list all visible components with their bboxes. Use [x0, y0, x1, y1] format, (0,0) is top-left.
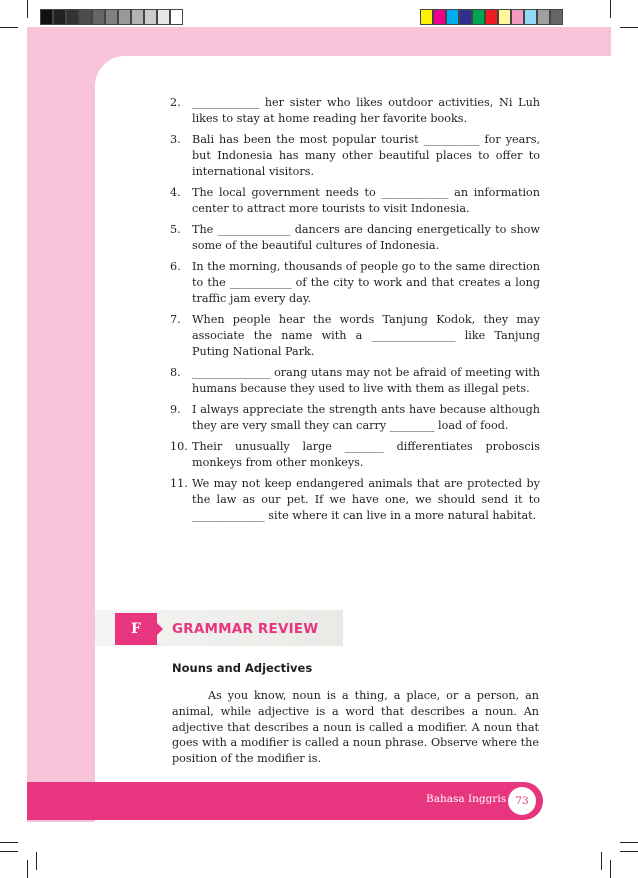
question-text: We may not keep endangered animals that are protected by the law as our pet. If we have one, we should send it to _____________ site where it can live in a more natural habitat. — [192, 477, 540, 522]
question-text: The _____________ dancers are dancing energetically to show some of the beautiful cultures of Indonesia. — [192, 223, 540, 252]
color-swatch — [446, 9, 459, 25]
question-number: 10. — [170, 440, 188, 454]
crop-mark — [27, 860, 28, 878]
process-color-bar — [420, 9, 563, 25]
crop-mark — [610, 860, 611, 878]
question-text: I always appreciate the strength ants have because although they are very small they can carry ________ load of food. — [192, 403, 540, 432]
color-swatch — [485, 9, 498, 25]
question-number: 6. — [170, 260, 181, 274]
exercise-content — [170, 95, 540, 529]
color-swatch — [511, 9, 524, 25]
question-item — [170, 312, 540, 359]
question-number: 7. — [170, 313, 181, 327]
question-list — [170, 95, 540, 524]
crop-mark — [601, 852, 602, 870]
color-swatch — [498, 9, 511, 25]
question-item — [170, 95, 540, 127]
color-swatch — [170, 9, 183, 25]
color-swatch — [524, 9, 537, 25]
question-text: When people hear the words Tanjung Kodok, they may associate the name with a _______________ like Tanjung Puting National Park. — [192, 313, 540, 358]
footer-book-title: Bahasa Inggris — [426, 793, 507, 805]
color-swatch — [53, 9, 66, 25]
page-number: 73 — [508, 787, 536, 815]
section-title: GRAMMAR REVIEW — [172, 621, 319, 637]
color-swatch — [92, 9, 105, 25]
question-number: 5. — [170, 223, 181, 237]
section-arrow-icon — [157, 623, 163, 635]
question-number: 8. — [170, 365, 181, 379]
crop-mark — [620, 851, 638, 852]
color-swatch — [537, 9, 550, 25]
question-text: In the morning, thousands of people go to the same direction to the ___________ of the city to work and that creates a long traffic jam every day. — [192, 260, 540, 305]
section-letter: F — [115, 613, 157, 645]
color-swatch — [459, 9, 472, 25]
crop-mark — [620, 27, 638, 28]
question-number: 9. — [170, 403, 181, 417]
question-item — [170, 132, 540, 179]
question-number: 4. — [170, 185, 181, 199]
question-item — [170, 402, 540, 434]
question-item — [170, 439, 540, 471]
color-swatch — [131, 9, 144, 25]
color-swatch — [105, 9, 118, 25]
subheading: Nouns and Adjectives — [172, 661, 313, 675]
question-item — [170, 185, 540, 217]
question-number: 3. — [170, 133, 181, 147]
color-swatch — [433, 9, 446, 25]
question-text: ______________ orang utans may not be afraid of meeting with humans because they used to live with them as illegal pets. — [192, 365, 540, 395]
crop-mark — [0, 27, 18, 28]
crop-mark — [0, 851, 18, 852]
color-swatch — [157, 9, 170, 25]
color-swatch — [66, 9, 79, 25]
color-swatch — [144, 9, 157, 25]
question-item — [170, 222, 540, 254]
color-swatch — [40, 9, 53, 25]
question-number: 2. — [170, 96, 181, 109]
question-text: ____________ her sister who likes outdoor activities, Ni Luh likes to stay at home reading her favorite books. — [192, 96, 540, 125]
color-swatch — [79, 9, 92, 25]
question-text: Their unusually large _______ differentiates proboscis monkeys from other monkeys. — [192, 440, 540, 469]
crop-mark — [27, 0, 28, 18]
color-swatch — [472, 9, 485, 25]
crop-mark — [0, 842, 18, 843]
body-paragraph: As you know, noun is a thing, a place, or a person, an animal, while adjective is a word that describes a noun. An adjective that describes a noun is called a modifier. A noun that goes with a modifier is called a noun phrase. Observe where the position of the modifier is. — [172, 689, 539, 766]
crop-mark — [36, 852, 37, 870]
color-swatch — [550, 9, 563, 25]
question-item — [170, 259, 540, 306]
grayscale-color-bar — [40, 9, 183, 25]
question-text: The local government needs to ____________ an information center to attract more tourists to visit Indonesia. — [192, 185, 540, 215]
question-number: 11. — [170, 477, 188, 491]
color-swatch — [420, 9, 433, 25]
question-item — [170, 476, 540, 523]
color-swatch — [118, 9, 131, 25]
question-item — [170, 365, 540, 397]
crop-mark — [620, 842, 638, 843]
question-text: Bali has been the most popular tourist __________ for years, but Indonesia has many other beautiful places to offer to international visitors. — [192, 133, 540, 178]
crop-mark — [610, 0, 611, 18]
